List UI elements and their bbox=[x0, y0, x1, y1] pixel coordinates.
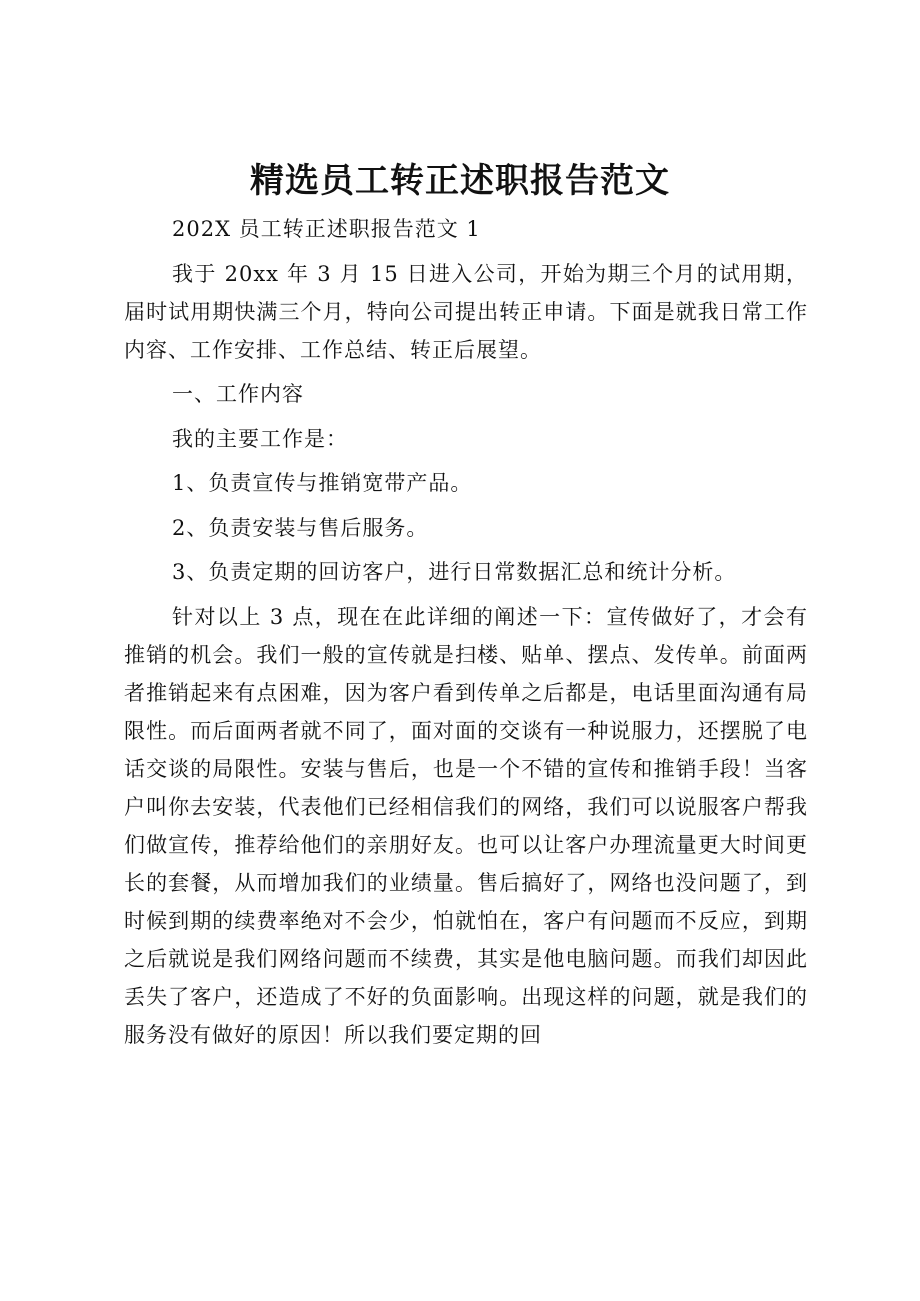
subtitle-paragraph: 202X 员工转正述职报告范文 1 bbox=[172, 217, 481, 241]
detail-paragraph: 针对以上 3 点，现在在此详细的阐述一下：宣传做好了，才会有推销的机会。我们一般的宣传就是扫楼、贴单、摆点、发传单。前面两者推销起来有点困难，因为客户看到传单之后都是，电话里面沟通有局限性。而后面两者就不同了，面对面的交谈有一种说服力，还摆脱了电话交谈的局限性。安装与售后，也是一个不错的宣传和推销手段！当客户叫你去安装，代表他们已经相信我们的网络，我们可以说服客户帮我们做宣传，推荐给他们的亲朋好友。也可以让客户办理流量更大时间更长的套餐，从而增加我们的业绩量。售后搞好了，网络也没问题了，到时候到期的续费率绝对不会少，怕就怕在，客户有问题而不反应，到期之后就说是我们网络问题而不续费，其实是他电脑问题。而我们却因此丢失了客户，还造成了不好的负面影响。出现这样的问题，就是我们的服务没有做好的原因！所以我们要定期的回 bbox=[124, 604, 808, 1047]
document-title: 精选员工转正述职报告范文 bbox=[250, 161, 670, 201]
document-body bbox=[124, 210, 808, 1060]
duties-intro-paragraph: 我的主要工作是： bbox=[172, 426, 348, 451]
duty-item-3: 3、负责定期的回访客户，进行日常数据汇总和统计分析。 bbox=[172, 560, 737, 584]
duty-item-1: 1、负责宣传与推销宽带产品。 bbox=[172, 471, 473, 495]
section-heading: 一、工作内容 bbox=[172, 382, 304, 406]
intro-paragraph: 我于 20xx 年 3 月 15 日进入公司，开始为期三个月的试用期，届时试用期快满三个月，特向公司提出转正申请。下面是就我日常工作内容、工作安排、工作总结、转正后展望。 bbox=[124, 261, 808, 362]
duty-item-2: 2、负责安装与售后服务。 bbox=[172, 515, 429, 540]
